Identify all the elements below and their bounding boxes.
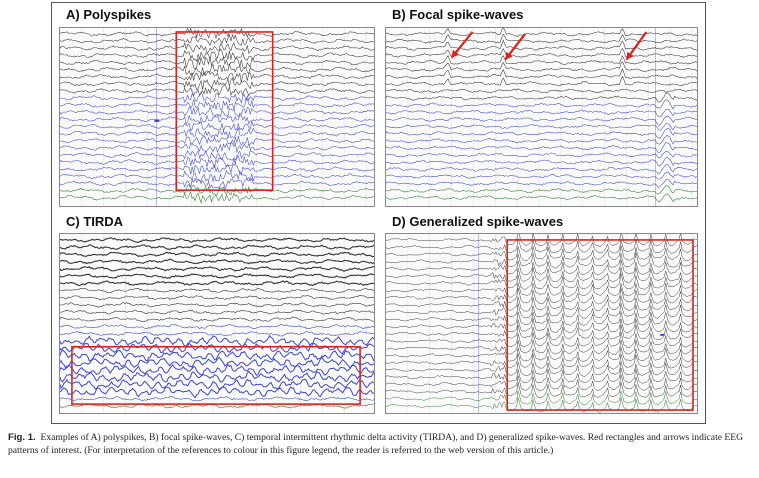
eeg-trace (386, 151, 697, 157)
eeg-trace (60, 396, 374, 401)
eeg-trace (386, 89, 697, 93)
eeg-trace (60, 78, 374, 90)
eeg-trace (386, 28, 697, 36)
eeg-trace (386, 76, 697, 85)
eeg-trace (60, 84, 374, 95)
eeg-trace (60, 295, 374, 300)
eeg-trace (60, 317, 374, 321)
eeg-trace (60, 28, 374, 38)
marker-dash (660, 334, 664, 336)
eeg-trace (60, 365, 374, 376)
eeg-trace (386, 116, 697, 125)
eeg-trace (60, 49, 374, 61)
eeg-trace (386, 34, 697, 43)
eeg-trace (386, 311, 697, 325)
eeg-trace (60, 156, 374, 168)
eeg-trace (60, 171, 374, 182)
eeg-trace (60, 192, 374, 203)
eeg-trace (386, 157, 697, 166)
eeg-trace (60, 35, 374, 46)
eeg-trace (60, 178, 374, 189)
eeg-trace (386, 186, 697, 194)
eeg-trace (60, 107, 374, 117)
eeg-trace (386, 128, 697, 138)
panel-b-eeg (385, 27, 698, 207)
eeg-trace (60, 336, 374, 347)
caption-label: Fig. 1. (8, 432, 36, 443)
eeg-trace (386, 164, 697, 174)
eeg-trace (386, 245, 697, 260)
eeg-trace (60, 331, 374, 336)
figure-caption (8, 432, 753, 457)
figure-frame (51, 2, 706, 424)
eeg-trace (60, 343, 374, 353)
eeg-trace (386, 124, 697, 131)
panel-d-title: D) Generalized spike-waves (392, 214, 564, 229)
eeg-trace (386, 135, 697, 144)
eeg-trace (386, 172, 697, 179)
eeg-trace (60, 303, 374, 308)
panel-c-title: C) TIRDA (66, 214, 124, 229)
eeg-trace (60, 72, 374, 83)
panel-a-eeg (59, 27, 375, 207)
marker-dash (154, 120, 159, 122)
eeg-trace (60, 115, 374, 124)
eeg-trace (60, 267, 374, 272)
eeg-trace (60, 274, 374, 279)
eeg-trace (386, 143, 697, 153)
eeg-trace (60, 252, 374, 257)
eeg-trace (386, 109, 697, 116)
eeg-trace (60, 310, 374, 314)
panel-b-title: B) Focal spike-waves (392, 7, 524, 22)
eeg-trace (60, 99, 374, 110)
panel-c-eeg (59, 233, 375, 414)
eeg-trace (60, 92, 374, 103)
eeg-trace (60, 121, 374, 131)
eeg-trace (60, 245, 374, 250)
highlight-rectangle (176, 32, 272, 190)
eeg-trace (60, 136, 374, 145)
eeg-trace (60, 164, 374, 175)
eeg-trace (60, 238, 374, 242)
caption-text: Examples of A) polyspikes, B) focal spike-waves, C) temporal intermittent rhythmic delta activity (TIRDA), and D) generalized spike-waves. Red rectangles and arrows indicate EEG patterns of interest. (For interpretation of the references to colour in this figure legend, the reader is referred to the web version of this article.) (8, 432, 744, 456)
eeg-trace (60, 43, 374, 53)
eeg-trace (60, 281, 374, 286)
eeg-trace (386, 100, 697, 109)
eeg-trace (60, 387, 374, 398)
eeg-trace (60, 379, 374, 389)
eeg-trace (60, 357, 374, 368)
eeg-trace (386, 318, 697, 333)
eeg-trace (386, 180, 697, 188)
panel-d-eeg (385, 233, 698, 414)
panel-a-title: A) Polyspikes (66, 7, 152, 22)
eeg-trace (386, 62, 697, 72)
eeg-trace (60, 259, 374, 264)
eeg-trace (386, 340, 697, 355)
eeg-trace (60, 324, 374, 329)
eeg-trace (386, 303, 697, 318)
eeg-trace (60, 288, 374, 292)
eeg-trace (386, 48, 697, 57)
eeg-trace (386, 194, 697, 202)
eeg-trace (386, 93, 697, 102)
eeg-trace (60, 151, 374, 160)
eeg-trace (386, 56, 697, 65)
eeg-trace (60, 142, 374, 152)
